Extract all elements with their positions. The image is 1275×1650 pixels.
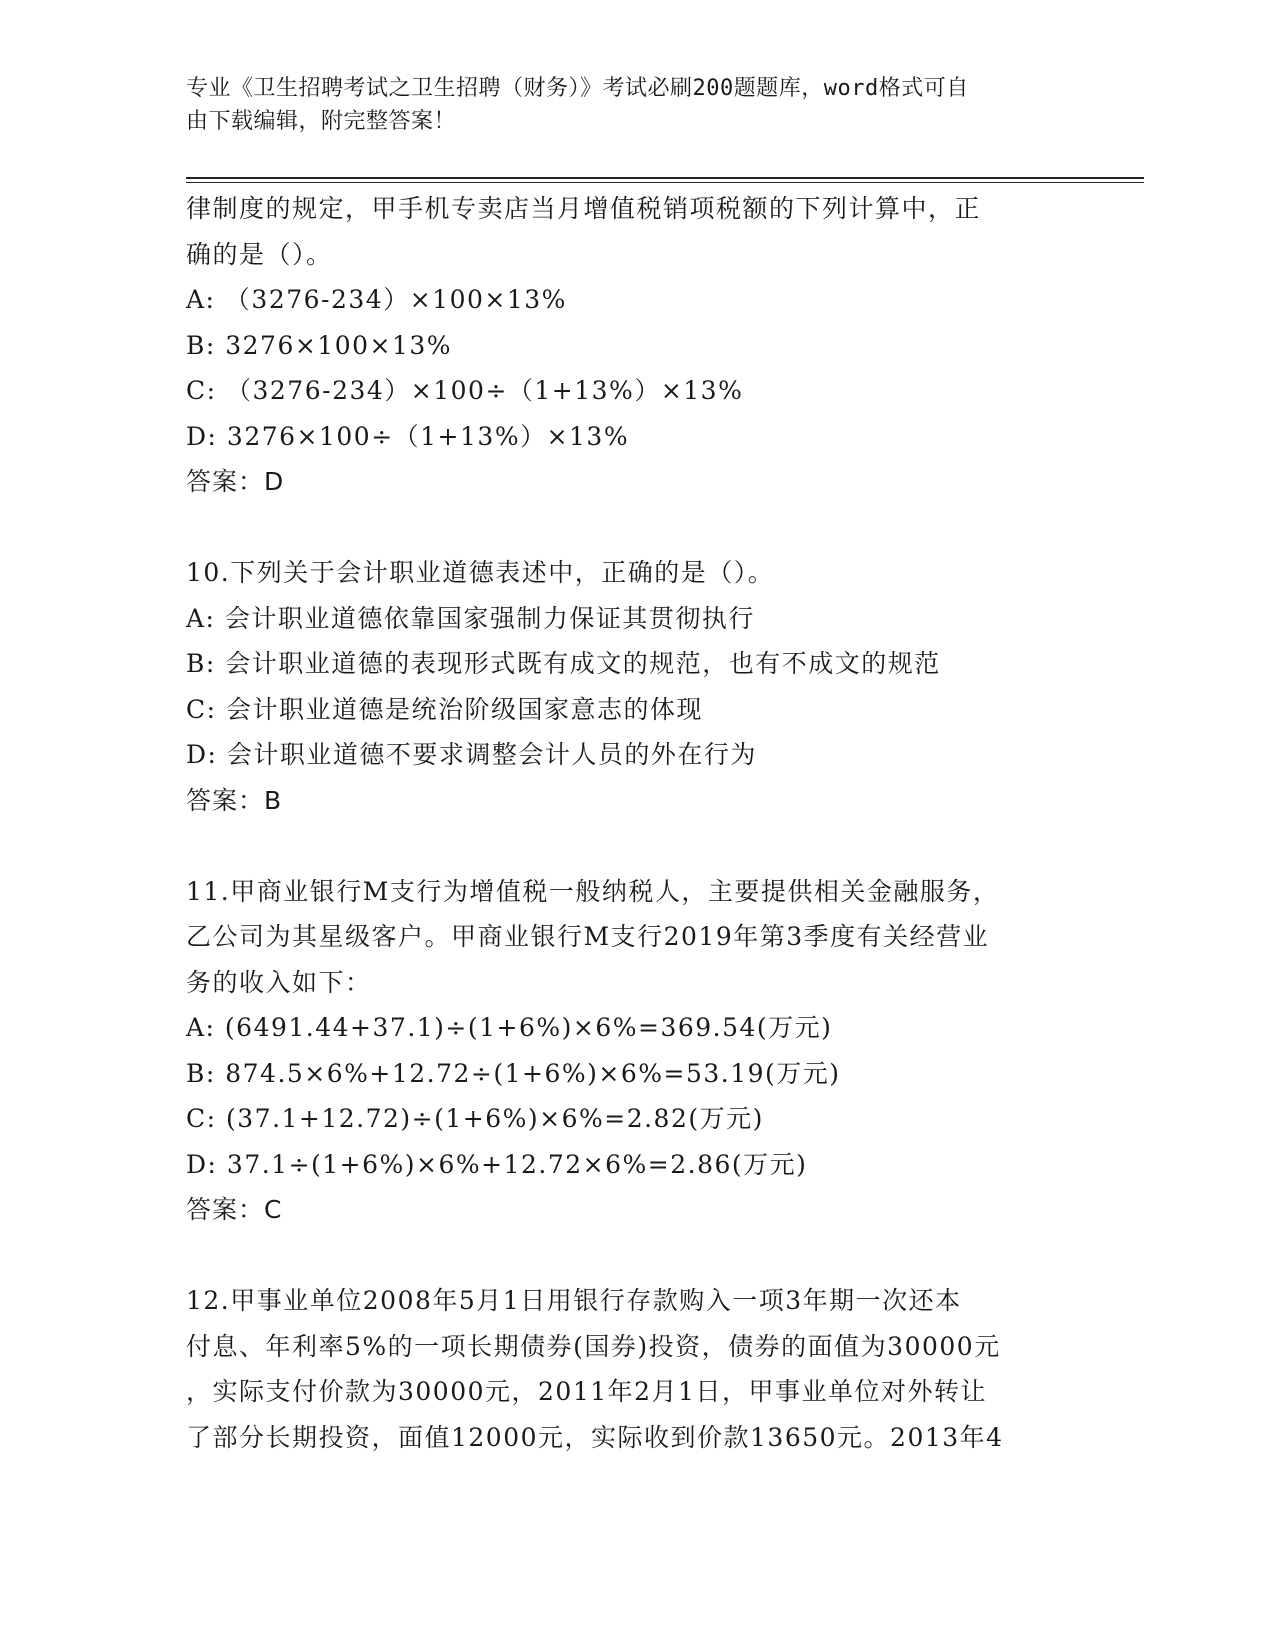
question-stem-line: 付息、年利率5%的一项长期债券(国券)投资，债券的面值为30000元 bbox=[186, 1331, 1001, 1361]
answer-line: 答案：C bbox=[186, 1195, 283, 1224]
header-rule-thin bbox=[186, 182, 1144, 183]
option-b: B: 3276×100×13% bbox=[186, 330, 453, 360]
header-rule-thick bbox=[186, 177, 1144, 179]
question-10 bbox=[186, 550, 1066, 823]
option-d: D: 会计职业道德不要求调整会计人员的外在行为 bbox=[186, 740, 757, 769]
question-stem-line: 乙公司为其星级客户。甲商业银行M支行2019年第3季度有关经营业 bbox=[186, 922, 990, 951]
option-a: A: (6491.44+37.1)÷(1+6%)×6%=369.54(万元) bbox=[186, 1013, 833, 1042]
question-stem-line: 律制度的规定，甲手机专卖店当月增值税销项税额的下列计算中，正 bbox=[186, 194, 982, 223]
page-header bbox=[186, 72, 1066, 138]
header-line-2: 由下载编辑，附完整答案！ bbox=[186, 109, 457, 134]
option-c: C: （3276-234）×100÷（1+13%）×13% bbox=[186, 376, 744, 405]
answer-line: 答案：B bbox=[186, 785, 283, 815]
document-body bbox=[186, 186, 1066, 1460]
question-stem-line: 了部分长期投资，面值12000元，实际收到价款13650元。2013年4 bbox=[186, 1422, 1004, 1452]
option-a: A: 会计职业道德依靠国家强制力保证其贯彻执行 bbox=[186, 603, 755, 633]
question-9 bbox=[186, 186, 1066, 505]
option-c: C: 会计职业道德是统治阶级国家意志的体现 bbox=[186, 694, 703, 724]
header-line-1: 专业《卫生招聘考试之卫生招聘（财务）》考试必刷200题题库，word格式可自 bbox=[186, 76, 969, 101]
option-c: C: (37.1+12.72)÷(1+6%)×6%=2.82(万元) bbox=[186, 1104, 764, 1133]
question-stem-line: 务的收入如下： bbox=[186, 967, 372, 997]
question-stem-line: 确的是（）。 bbox=[186, 239, 333, 269]
answer-line: 答案：D bbox=[186, 467, 285, 496]
question-stem-line: 12.甲事业单位2008年5月1日用银行存款购入一项3年期一次还本 bbox=[186, 1286, 962, 1315]
spacer bbox=[186, 505, 1066, 551]
option-b: B: 会计职业道德的表现形式既有成文的规范，也有不成文的规范 bbox=[186, 649, 941, 678]
question-11 bbox=[186, 869, 1066, 1233]
spacer bbox=[186, 1233, 1066, 1279]
question-stem-line: ，实际支付价款为30000元，2011年2月1日，甲事业单位对外转让 bbox=[186, 1377, 987, 1406]
option-a: A: （3276-234）×100×13% bbox=[186, 285, 567, 314]
question-stem-line: 11.甲商业银行M支行为增值税一般纳税人，主要提供相关金融服务， bbox=[186, 876, 1000, 906]
spacer bbox=[186, 823, 1066, 869]
question-12 bbox=[186, 1278, 1066, 1460]
option-d: D: 37.1÷(1+6%)×6%+12.72×6%=2.86(万元) bbox=[186, 1149, 808, 1179]
option-d: D: 3276×100÷（1+13%）×13% bbox=[186, 421, 630, 451]
question-stem-line: 10.下列关于会计职业道德表述中，正确的是（）。 bbox=[186, 558, 775, 587]
option-b: B: 874.5×6%+12.72÷(1+6%)×6%=53.19(万元) bbox=[186, 1058, 841, 1088]
